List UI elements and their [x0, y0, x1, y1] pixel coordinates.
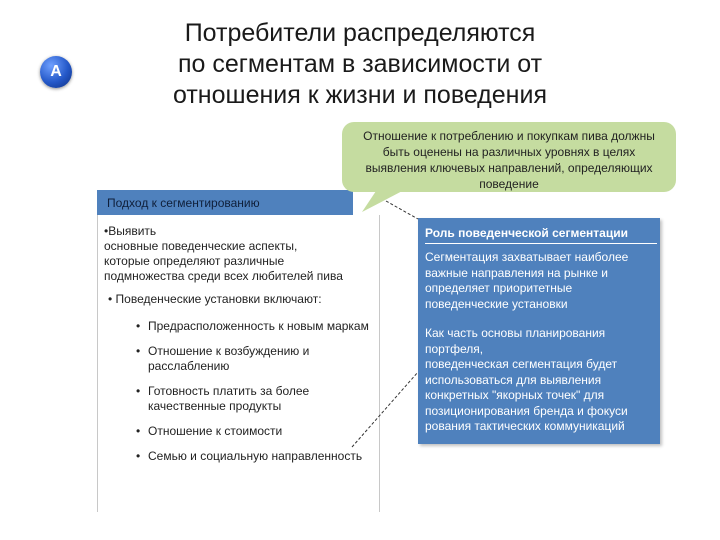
title-line: по сегментам в зависимости от — [177, 50, 543, 78]
paragraph-line: позиционирования бренда и фокуси — [425, 403, 628, 418]
a-badge-icon: A — [40, 56, 72, 88]
intro-line: которые определяют различные — [104, 254, 285, 268]
dashed-connector-top — [386, 201, 418, 219]
list-item: • Предрасположенность к новым маркам — [136, 319, 374, 334]
title-line: Потребители распределяются — [184, 19, 536, 47]
left-panel-subheading: • Поведенческие установки включают: — [108, 292, 322, 306]
intro-line: •Выявить — [104, 224, 157, 238]
callout-line: поведение — [479, 177, 539, 191]
paragraph-line: важные направления на рынке и — [425, 265, 608, 280]
paragraph-line: поведенческие установки — [425, 296, 568, 311]
paragraph-line: поведенческая сегментация будет — [425, 357, 618, 371]
list-item: • Отношение к возбуждению и расслаблению — [136, 344, 374, 374]
callout-line: быть оценены на различных уровнях в целях — [382, 145, 636, 159]
title-line: отношения к жизни и поведения — [173, 81, 547, 109]
callout-pointer — [362, 188, 408, 212]
paragraph-line: портфеля, — [425, 341, 484, 356]
list-item: • Семью и социальную направленность — [136, 449, 374, 464]
paragraph-line: конкретных "якорных точек" для — [425, 388, 605, 402]
callout-line: выявления ключевых направлений, определяющих — [365, 161, 653, 175]
right-panel-title: Роль поведенческой сегментации — [425, 226, 657, 244]
intro-line: подмножества среди всех любителей пива — [104, 269, 343, 283]
list-item: • Отношение к стоимости — [136, 424, 374, 439]
paragraph-line: определяет приоритетные — [425, 281, 573, 295]
paragraph-line: использоваться для выявления — [425, 372, 602, 387]
dashed-connector-bottom — [352, 372, 418, 447]
list-item: • Готовность платить за более качественные продукты — [136, 384, 374, 414]
intro-line: основные поведенческие аспекты, — [104, 239, 298, 253]
callout-line: Отношение к потреблению и покупкам пива должны — [363, 129, 655, 143]
paragraph-line: Как часть основы планирования — [425, 326, 606, 340]
left-panel-header: Подход к сегментированию — [97, 190, 353, 215]
paragraph-line: Сегментация захватывает наиболее — [425, 250, 629, 264]
paragraph-line: рования тактических коммуникаций — [425, 419, 625, 433]
